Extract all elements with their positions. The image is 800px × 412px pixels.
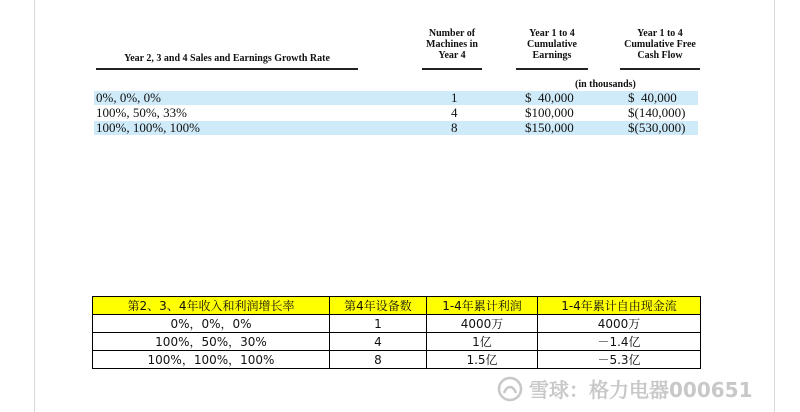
- cell-rate: 100%, 100%, 100%: [96, 120, 200, 135]
- header-cell: 1-4年累计利润: [427, 297, 538, 315]
- table-row: [94, 91, 698, 105]
- table-cell: 1亿: [427, 333, 538, 351]
- table-cell: 8: [330, 351, 427, 369]
- table-row: [93, 333, 701, 351]
- watermark: [497, 374, 753, 403]
- watermark-text: 雪球：格力电器000651: [529, 378, 753, 402]
- cell-cashflow: $ 40,000: [628, 90, 677, 105]
- header-machines: Number of Machines in Year 4: [426, 28, 478, 61]
- table-row: [93, 351, 701, 369]
- table-cell: 4000万: [427, 315, 538, 333]
- cell-machines: 4: [451, 105, 458, 120]
- header-cell: 1-4年累计自由现金流: [538, 297, 701, 315]
- header-earnings: Year 1 to 4 Cumulative Earnings: [527, 28, 577, 61]
- cell-earnings: $150,000: [525, 120, 574, 135]
- table-cell: 100%，100%，100%: [93, 351, 330, 369]
- header-cell: 第4年设备数: [330, 297, 427, 315]
- cell-machines: 1: [451, 90, 458, 105]
- table-cell: 4: [330, 333, 427, 351]
- cell-rate: 100%, 50%, 33%: [96, 105, 187, 120]
- units-note: (in thousands): [575, 79, 636, 90]
- table-header-row: [93, 297, 701, 315]
- header-growth-rate: Year 2, 3 and 4 Sales and Earnings Growth Rate: [124, 53, 330, 64]
- page-border-left: [34, 0, 35, 412]
- cell-earnings: $ 40,000: [525, 90, 574, 105]
- cell-machines: 8: [451, 120, 458, 135]
- chinese-summary-table: [92, 296, 701, 369]
- table-cell: －5.3亿: [538, 351, 701, 369]
- page-border-right: [774, 0, 775, 412]
- header-rule: [96, 68, 358, 70]
- cell-cashflow: $(140,000): [628, 105, 686, 120]
- table-row: [94, 106, 698, 120]
- table-row: [93, 315, 701, 333]
- header-rule: [422, 68, 482, 70]
- cell-earnings: $100,000: [525, 105, 574, 120]
- header-rule: [516, 68, 588, 70]
- cell-cashflow: $(530,000): [628, 120, 686, 135]
- table-cell: 1.5亿: [427, 351, 538, 369]
- table-cell: 0%，0%，0%: [93, 315, 330, 333]
- cell-rate: 0%, 0%, 0%: [96, 90, 161, 105]
- table-row: [94, 121, 698, 135]
- header-rule: [620, 68, 700, 70]
- table-cell: 1: [330, 315, 427, 333]
- table-cell: 4000万: [538, 315, 701, 333]
- header-cashflow: Year 1 to 4 Cumulative Free Cash Flow: [624, 28, 696, 61]
- table-cell: 100%，50%，30%: [93, 333, 330, 351]
- table-cell: －1.4亿: [538, 333, 701, 351]
- xueqiu-logo-icon: [497, 376, 523, 402]
- header-cell: 第2、3、4年收入和利润增长率: [93, 297, 330, 315]
